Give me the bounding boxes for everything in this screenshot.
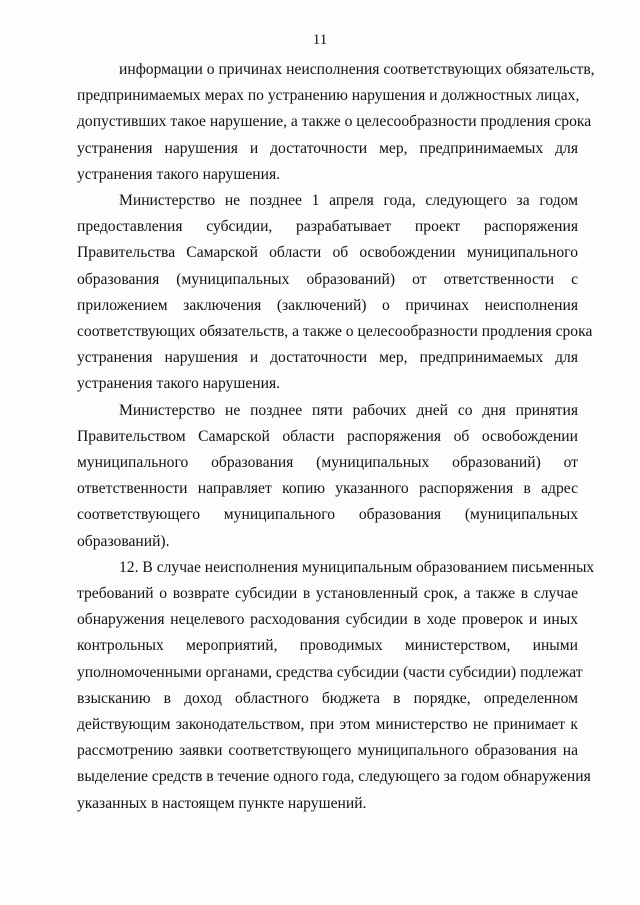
text-line: выделение средств в течение одного года, следующего за годом обнаружения — [77, 768, 591, 786]
text-line: действующим законодательством, при этом министерство не принимает к — [77, 716, 578, 734]
text-line: Министерство не позднее 1 апреля года, следующего за годом — [119, 192, 578, 210]
text-line: устранения такого нарушения. — [77, 165, 281, 183]
text-line: предоставления субсидии, разрабатывает проект распоряжения — [77, 218, 578, 236]
text-line: рассмотрению заявки соответствующего муниципального образования на — [77, 742, 578, 760]
text-line: образования (муниципальных образований) от ответственности с — [77, 270, 578, 288]
text-line: информации о причинах неисполнения соответствующих обязательств, — [119, 61, 595, 78]
paragraph — [77, 57, 595, 188]
text-line: устранения нарушения и достаточности мер, предпринимаемых для — [77, 139, 578, 157]
text-line: Правительства Самарской области об освобождении муниципального — [77, 244, 578, 262]
text-line: Правительством Самарской области распоряжения об освобождении — [77, 427, 578, 445]
text-line: приложением заключения (заключений) о причинах неисполнения — [77, 296, 578, 314]
text-line: указанных в настоящем пункте нарушений. — [77, 794, 367, 812]
text-line: контрольных мероприятий, проводимых министерством, иными — [77, 637, 578, 655]
text-line: образований). — [77, 532, 170, 550]
page-number: 11 — [312, 32, 328, 48]
text-line: уполномоченными органами, средства субсидии (части субсидии) подлежат — [77, 663, 583, 681]
text-line: муниципального образования (муниципальных образований) от — [77, 454, 578, 472]
text-line: соответствующих обязательств, а также о целесообразности продления срока — [77, 323, 593, 341]
text-line: предпринимаемых мерах по устранению нарушения и должностных лицах, — [77, 87, 580, 105]
text-line: устранения нарушения и достаточности мер, предпринимаемых для — [77, 349, 578, 367]
text-line: соответствующего муниципального образования (муниципальных — [77, 506, 578, 524]
paragraph — [77, 188, 593, 398]
text-line: обнаружения нецелевого расходования субсидии в ходе проверок и иных — [77, 611, 578, 629]
text-line: взысканию в доход областного бюджета в порядке, определенном — [77, 689, 578, 707]
text-line: требований о возврате субсидии в установленный срок, а также в случае — [77, 585, 578, 603]
text-line: устранения такого нарушения. — [77, 375, 281, 393]
text-line: Министерство не позднее пяти рабочих дней со дня принятия — [119, 401, 578, 419]
text-line: ответственности направляет копию указанного распоряжения в адрес — [77, 480, 578, 498]
text-line: допустивших такое нарушение, а также о целесообразности продления срока — [77, 113, 592, 131]
paragraph — [77, 398, 578, 555]
text-line: 12. В случае неисполнения муниципальным образованием письменных — [119, 558, 595, 576]
document-body — [77, 57, 595, 817]
paragraph — [77, 555, 595, 817]
